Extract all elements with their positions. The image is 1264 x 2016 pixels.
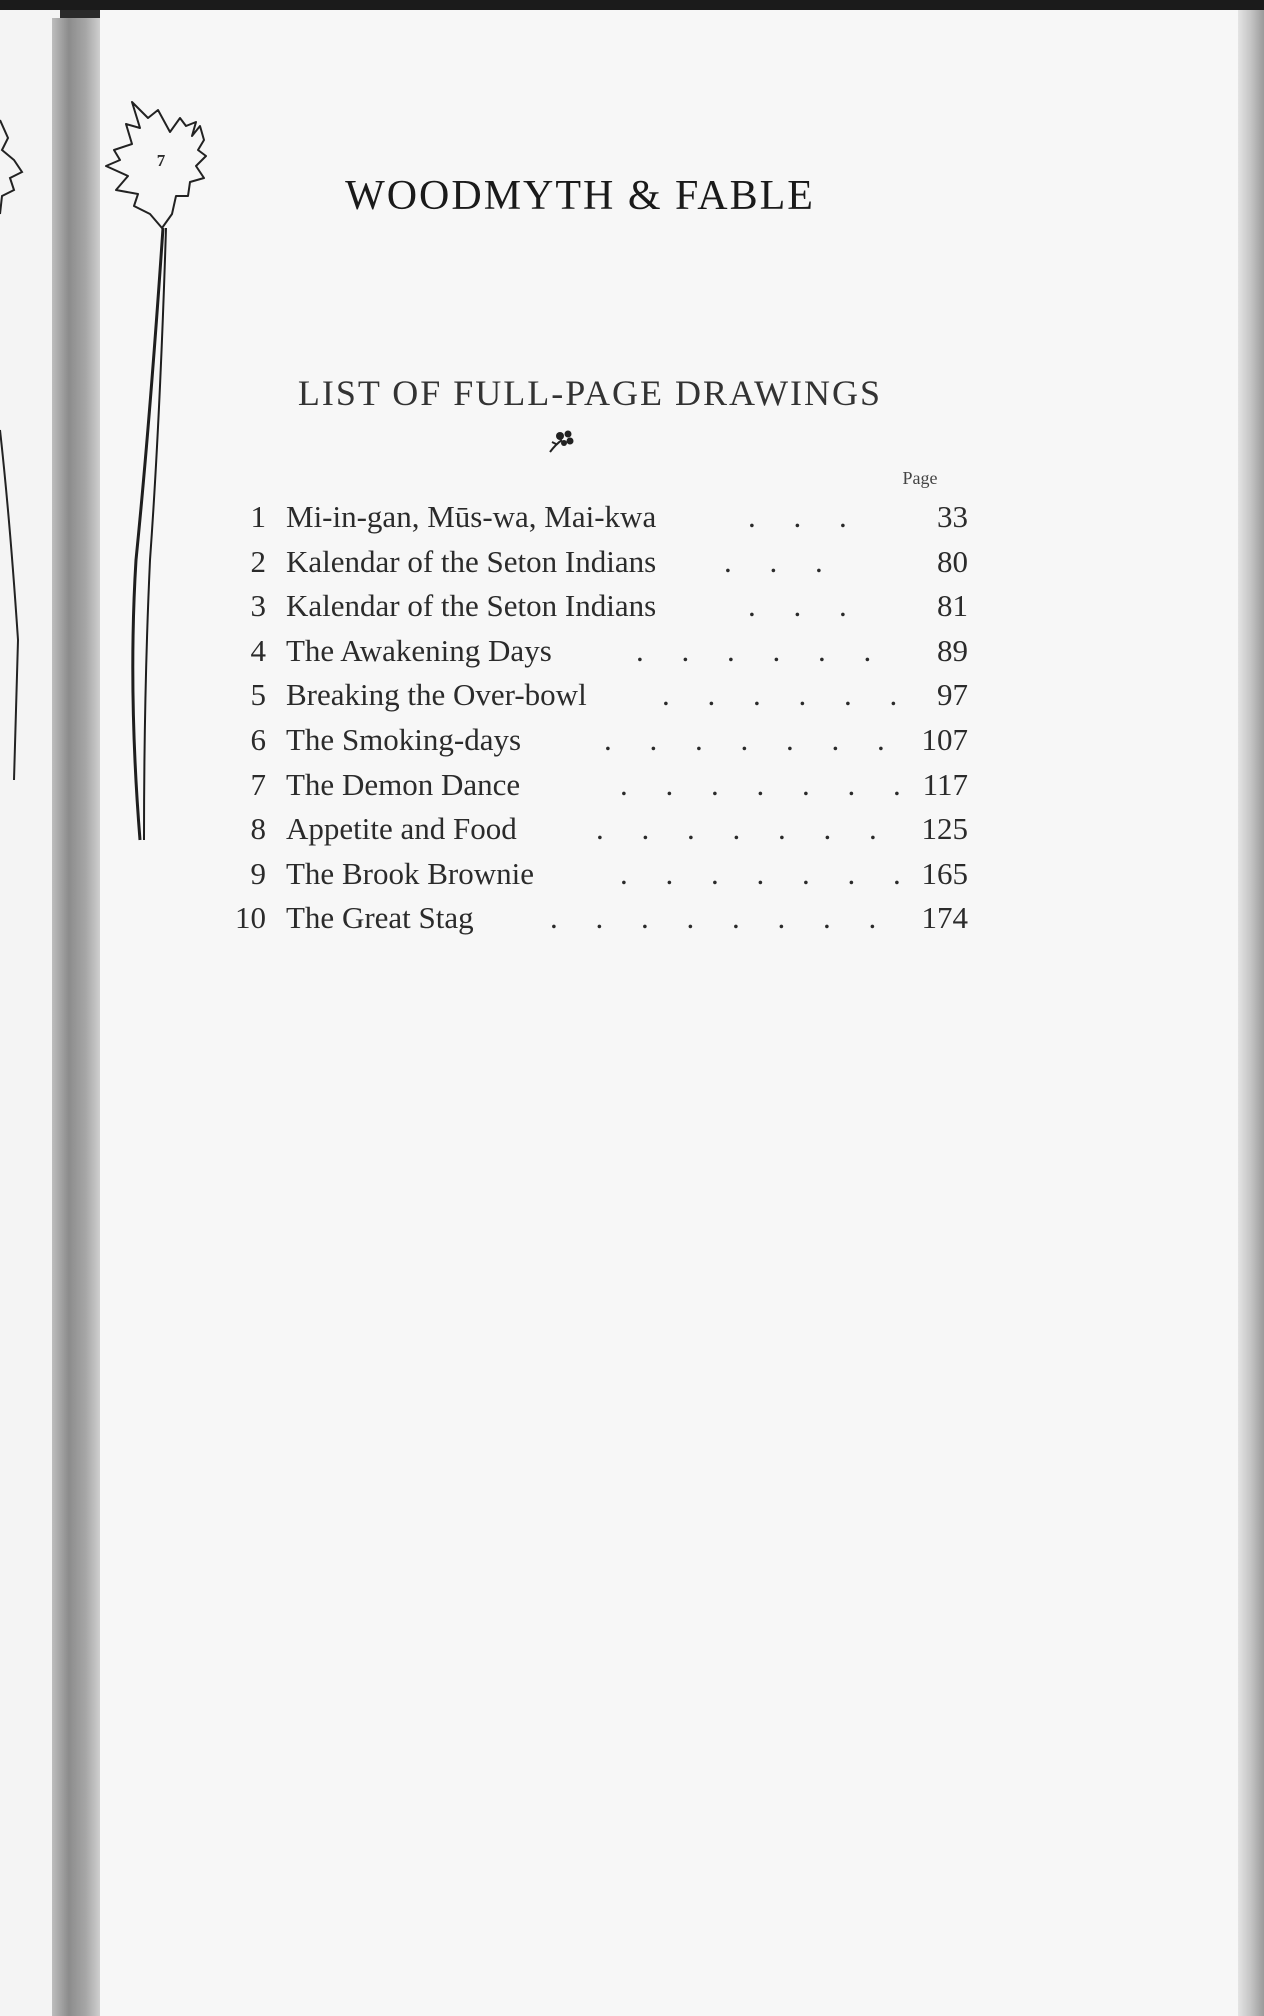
drawing-number: 4 xyxy=(250,632,266,668)
drawing-title: The Awakening Days xyxy=(286,632,552,668)
drawing-title: Breaking the Over-bowl xyxy=(286,677,587,713)
dot-leader: . . . . . . xyxy=(636,632,887,668)
drawing-title: The Brook Brownie xyxy=(286,855,534,891)
drawing-title: The Smoking-days xyxy=(286,721,522,757)
drawing-page: 165 xyxy=(921,855,968,891)
drawing-page: 81 xyxy=(937,588,968,624)
drawing-page: 174 xyxy=(921,900,968,936)
running-head: WOODMYTH & FABLE xyxy=(345,173,815,219)
drawings-list xyxy=(220,495,1000,941)
dot-leader: . . . xyxy=(748,499,862,534)
dot-leader: . . . . . . . xyxy=(620,766,916,802)
drawing-page: 117 xyxy=(922,766,968,802)
drawing-title: Kalendar of the Seton Indians xyxy=(286,588,657,624)
floral-ornament-icon xyxy=(546,428,580,456)
drawing-page: 80 xyxy=(937,543,968,579)
drawing-number: 5 xyxy=(250,677,266,713)
drawing-page: 89 xyxy=(937,632,968,668)
drawing-title: Mi-in-gan, Mūs-wa, Mai-kwa xyxy=(286,499,657,534)
leaf-stem xyxy=(133,228,163,840)
drawing-number: 7 xyxy=(250,766,266,802)
list-item xyxy=(220,629,1000,674)
drawing-title: The Demon Dance xyxy=(286,766,521,802)
page-column-label: Page xyxy=(902,468,938,488)
drawing-page: 125 xyxy=(921,811,968,847)
drawing-title: Appetite and Food xyxy=(286,811,517,847)
page-number: 7 xyxy=(156,151,166,170)
drawing-page: 97 xyxy=(937,677,968,713)
drawing-page: 33 xyxy=(937,499,968,534)
list-item xyxy=(220,540,1000,585)
drawing-number: 10 xyxy=(235,900,266,936)
list-item xyxy=(220,896,1000,941)
dot-leader: . . . . . . . xyxy=(620,855,916,891)
list-item xyxy=(220,584,1000,629)
dot-leader: . . . xyxy=(748,588,862,624)
list-item xyxy=(220,852,1000,897)
list-item xyxy=(220,673,1000,718)
drawing-number: 1 xyxy=(250,499,266,534)
list-item xyxy=(220,495,1000,540)
facing-stem-fragment xyxy=(0,430,18,780)
list-item xyxy=(220,763,1000,808)
drawing-number: 2 xyxy=(250,543,266,579)
drawing-number: 9 xyxy=(250,855,266,891)
dot-leader: . . . . . . . xyxy=(604,721,900,757)
dot-leader: . . . xyxy=(724,543,838,579)
drawing-page: 107 xyxy=(921,721,968,757)
drawing-number: 6 xyxy=(250,721,266,757)
list-item xyxy=(220,718,1000,763)
facing-leaf-fragment-icon xyxy=(0,120,22,214)
drawing-title: Kalendar of the Seton Indians xyxy=(286,543,657,579)
dot-leader: . . . . . . . . xyxy=(550,900,892,936)
list-heading: LIST OF FULL-PAGE DRAWINGS xyxy=(297,373,883,413)
dot-leader: . . . . . . xyxy=(662,677,913,713)
dot-leader: . . . . . . . xyxy=(596,811,892,847)
list-item xyxy=(220,807,1000,852)
drawing-number: 8 xyxy=(250,811,266,847)
drawing-title: The Great Stag xyxy=(286,900,474,936)
drawing-number: 3 xyxy=(250,588,266,624)
leaf-stem-inner xyxy=(144,228,166,840)
